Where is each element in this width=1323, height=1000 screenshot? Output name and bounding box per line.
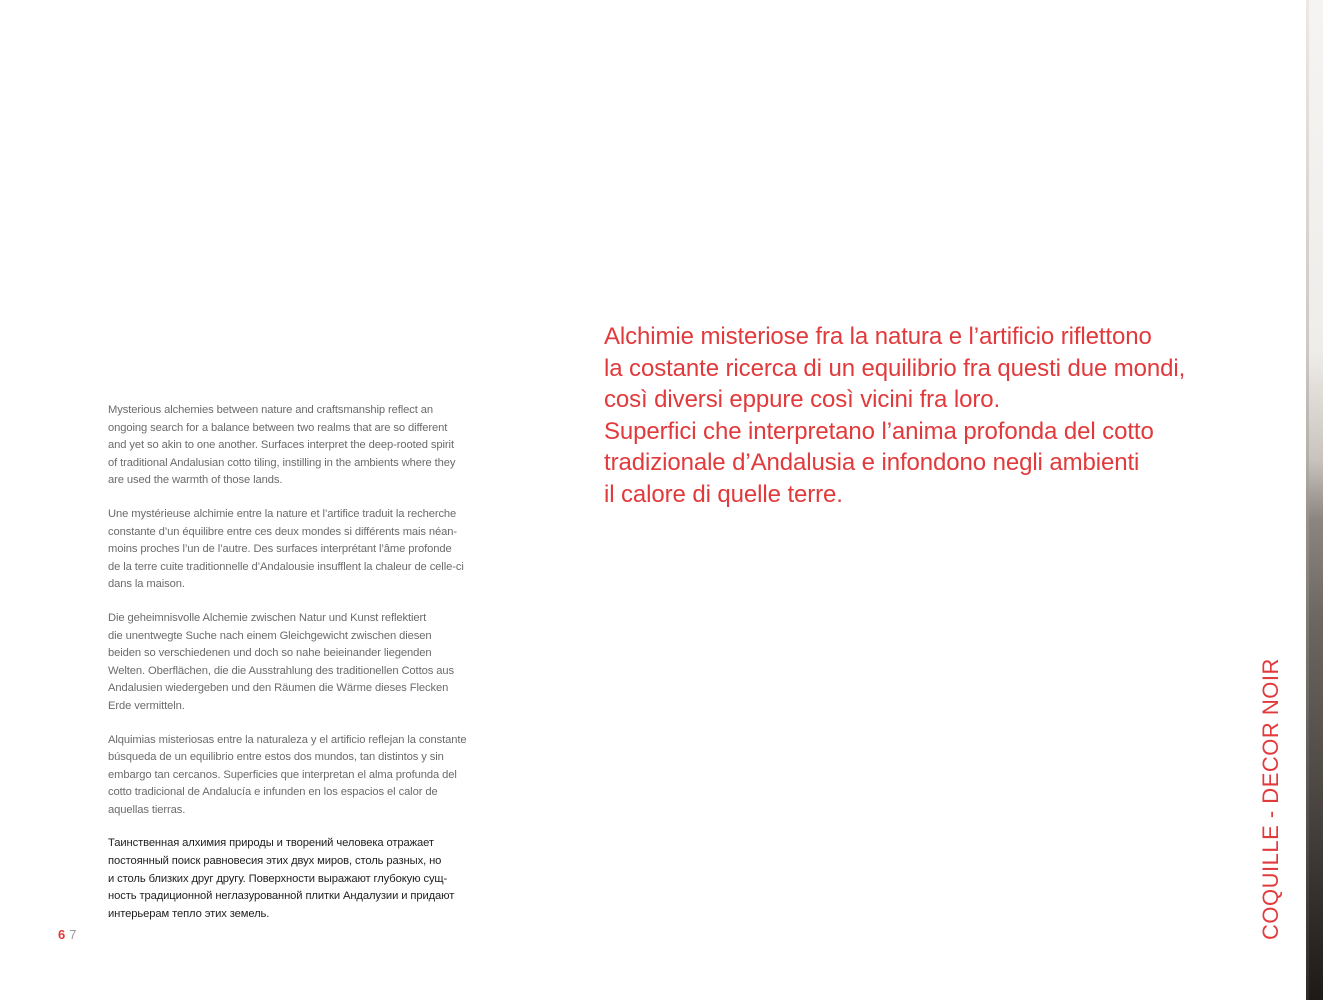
paragraph-english: Mysterious alchemies between nature and craftsmanship reflect an ongoing search for a balance between two realms that are so different and yet so akin to one another. Surfaces interpret the deep-rooted spirit of traditional Andalusian cotto tiling, instilling in the ambients where they are used the warmth of those lands.: [108, 404, 456, 487]
paragraph-german: Die geheimnisvolle Alchemie zwischen Natur und Kunst reflektiert die unentwegte Suche nach einem Gleichgewicht zwischen diesen beiden so verschiedenen und doch so nahe beieinander liegenden Welten. Oberflächen, die die Ausstrahlung des traditionellen Cottos aus Andalusien wiedergeben und den Räumen die Wärme dieses Flecken Erde vermitteln.: [108, 611, 454, 712]
paragraph-spanish: Alquimias misteriosas entre la naturaleza y el artificio reflejan la constante búsqueda de un equilibrio entre estos dos mundos, tan distintos y sin embargo tan cercanos. Superficies que interpretan el alma profunda del cotto tradicional de Andalucía e infunden en los espacios el calor de aquellas tierras.: [108, 733, 467, 816]
collection-title: COQUILLE - DECOR NOIR: [1258, 658, 1283, 940]
left-text-column: [108, 402, 508, 939]
page-number-next: 7: [69, 927, 77, 942]
page-number-current: 6: [58, 927, 66, 942]
paragraph-russian: Таинственная алхимия природы и творений человека отражает постоянный поиск равновесия этих двух миров, столь разных, но и столь близких друг другу. Поверхности выражают глубокую сущ- ность традиционной неглазурованной плитки Андалузии и придают интерьерам тепло этих земель.: [108, 837, 455, 920]
italian-quote: Alchimie misteriose fra la natura e l’artificio riflettono la costante ricerca di un equilibrio fra questi due mondi, così diversi eppure così vicini fra loro. Superfici che interpretano l’anima profonda del cotto tradizionale d’Andalusia e infondono negli ambienti il calore di quelle terre.: [604, 323, 1186, 508]
paragraph-french: Une mystérieuse alchimie entre la nature et l’artifice traduit la recherche constante d’un équilibre entre ces deux mondes si différents mais néan- moins proches l’un de l’autre. Des surfaces interprétant l’âme profonde de la terre cuite traditionnelle d’Andalousie insufflent la chaleur de celle-ci dans la maison.: [108, 507, 464, 591]
edge-photo-strip: [1306, 0, 1323, 1000]
page-numbers: [58, 926, 76, 944]
